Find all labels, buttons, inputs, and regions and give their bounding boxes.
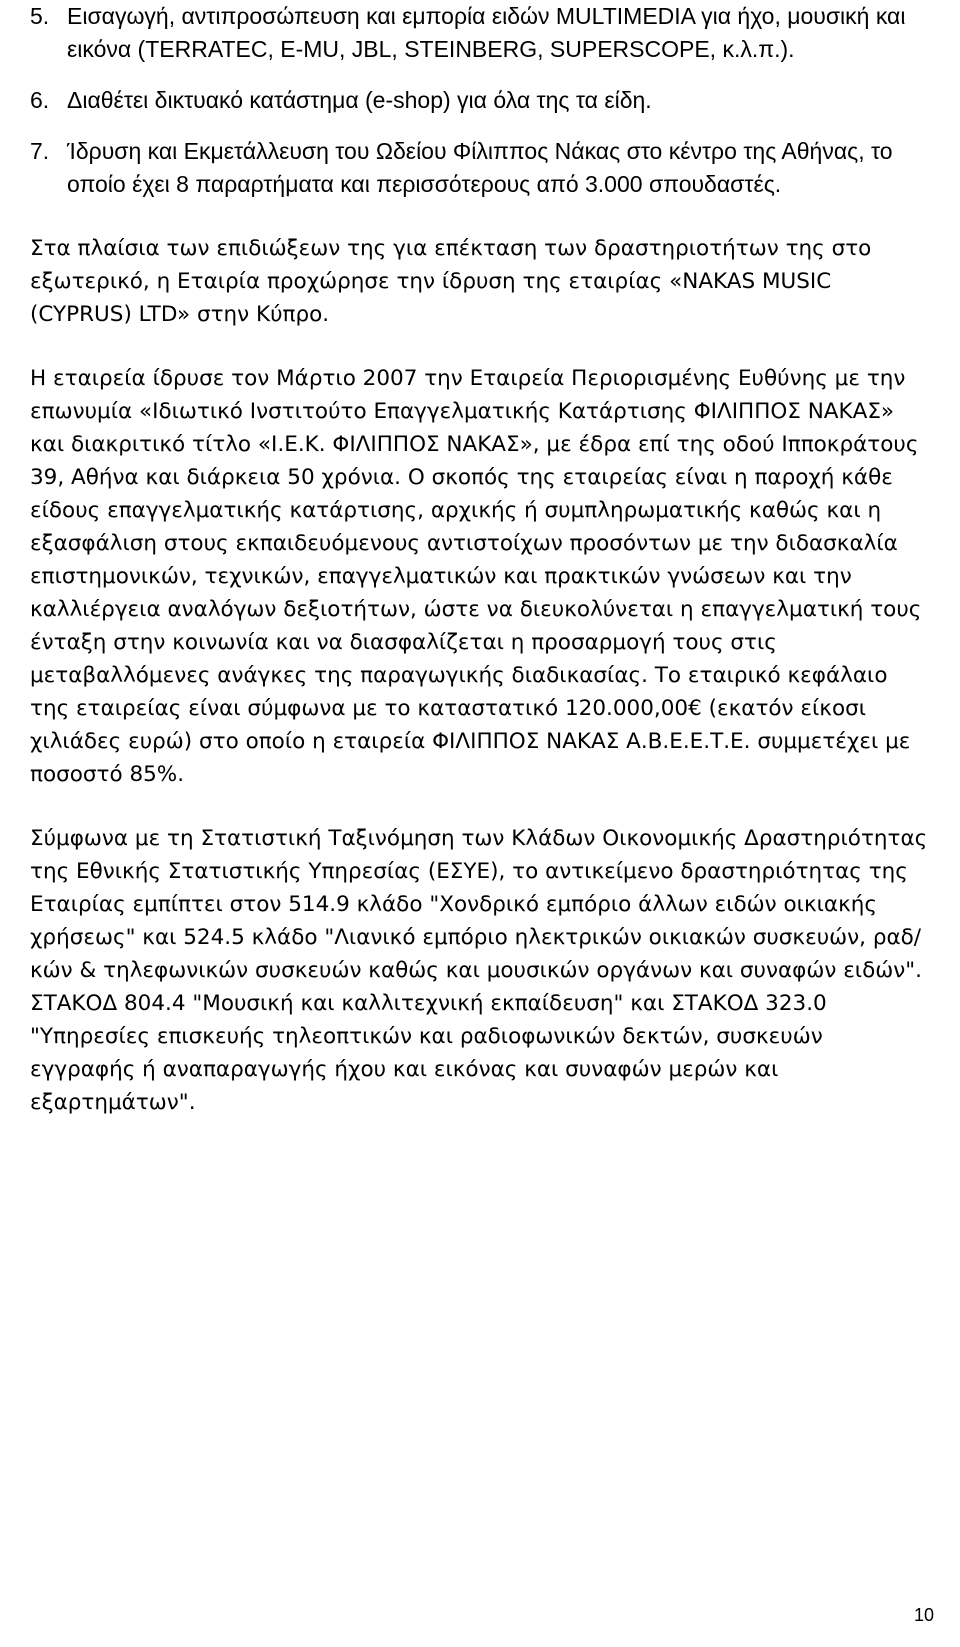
list-item-6 — [30, 84, 930, 117]
list-text-6: Διαθέτει δικτυακό κατάστημα (e-shop) για όλα της τα είδη. — [67, 87, 652, 113]
list-item-7 — [30, 135, 930, 201]
document-page — [30, 0, 930, 1119]
list-number-6: 6. — [30, 87, 50, 113]
page-number: 10 — [913, 1605, 934, 1625]
list-text-7: Ίδρυση και Εκμετάλλευση του Ωδείου Φίλιππος Νάκας στο κέντρο της Αθήνας, το οποίο έχει 8 παραρτήματα και περισσότερους από 3.000 σπουδαστές. — [67, 138, 893, 197]
paragraph-iek-institute: Η εταιρεία ίδρυσε τον Μάρτιο 2007 την Εταιρεία Περιορισμένης Ευθύνης με την επωνυμία «Ιδιωτικό Ινστιτούτο Επαγγελματικής Κατάρτισης ΦΙΛΙΠΠΟΣ ΝΑΚΑΣ» και διακριτικό τίτλο «Ι.Ε.Κ. ΦΙΛΙΠΠΟΣ ΝΑΚΑΣ», με έδρα επί της οδού Ιπποκράτους 39, Αθήνα και διάρκεια 50 χρόνια. Ο σκοπός της εταιρείας είναι η παροχή κάθε είδους επαγγελματικής κατάρτισης, αρχικής ή συμπληρωματικής καθώς και η εξασφάλιση στους εκπαιδευόμενους αντιστοίχων προσόντων με την διδασκαλία επιστημονικών, τεχνικών, επαγγελματικών και πρακτικών γνώσεων και την καλλιέργεια αναλόγων δεξιοτήτων, ώστε να διευκολύνεται η επαγγελματική τους ένταξη στην κοινωνία και να διασφαλίζεται η προσαρμογή τους στις μεταβαλλόμενες ανάγκες της παραγωγικής διαδικασίας. Το εταιρικό κεφάλαιο της εταιρείας είναι σύμφωνα με το καταστατικό 120.000,00€ (εκατόν είκοσι χιλιάδες ευρώ) στο οποίο η εταιρεία ΦΙΛΙΠΠΟΣ ΝΑΚΑΣ Α.Β.Ε.Ε.Τ.Ε. συμμετέχει με ποσοστό 85%. — [30, 366, 922, 787]
paragraph-statistical-classification: Σύμφωνα με τη Στατιστική Ταξινόμηση των Κλάδων Οικονομικής Δραστηριότητας της Εθνικής Στατιστικής Υπηρεσίας (ΕΣΥΕ), το αντικείμενο δραστηριότητας της Εταιρίας εμπίπτει στον 514.9 κλάδο "Χονδρικό εμπόριο άλλων ειδών οικιακής χρήσεως" και 524.5 κλάδο "Λιανικό εμπόριο ηλεκτρικών οικιακών συσκευών, ραδ/κών & τηλεφωνικών συσκευών καθώς και μουσικών οργάνων και συναφών ειδών". ΣΤΑΚΟΔ 804.4 "Μουσική και καλλιτεχνική εκπαίδευση" και ΣΤΑΚΟΔ 323.0 "Υπηρεσίες επισκευής τηλεοπτικών και ραδιοφωνικών δεκτών, συσκευών εγγραφής ή αναπαραγωγής ήχου και εικόνας και συναφών μερών και εξαρτημάτων". — [30, 826, 928, 1115]
list-number-7: 7. — [30, 138, 50, 164]
list-item-5 — [30, 0, 930, 66]
list-number-5: 5. — [30, 3, 50, 29]
list-text-5: Εισαγωγή, αντιπροσώπευση και εμπορία ειδών MULTIMEDIA για ήχο, μουσική και εικόνα (TERRATEC, E-MU, JBL, STEINBERG, SUPERSCOPE, κ.λ.π.). — [67, 3, 906, 62]
paragraph-cyprus-subsidiary: Στα πλαίσια των επιδιώξεων της για επέκταση των δραστηριοτήτων της στο εξωτερικό, η Εταιρία προχώρησε την ίδρυση της εταιρίας «NAKAS MUSIC (CYPRUS) LTD» στην Κύπρο. — [30, 236, 872, 327]
